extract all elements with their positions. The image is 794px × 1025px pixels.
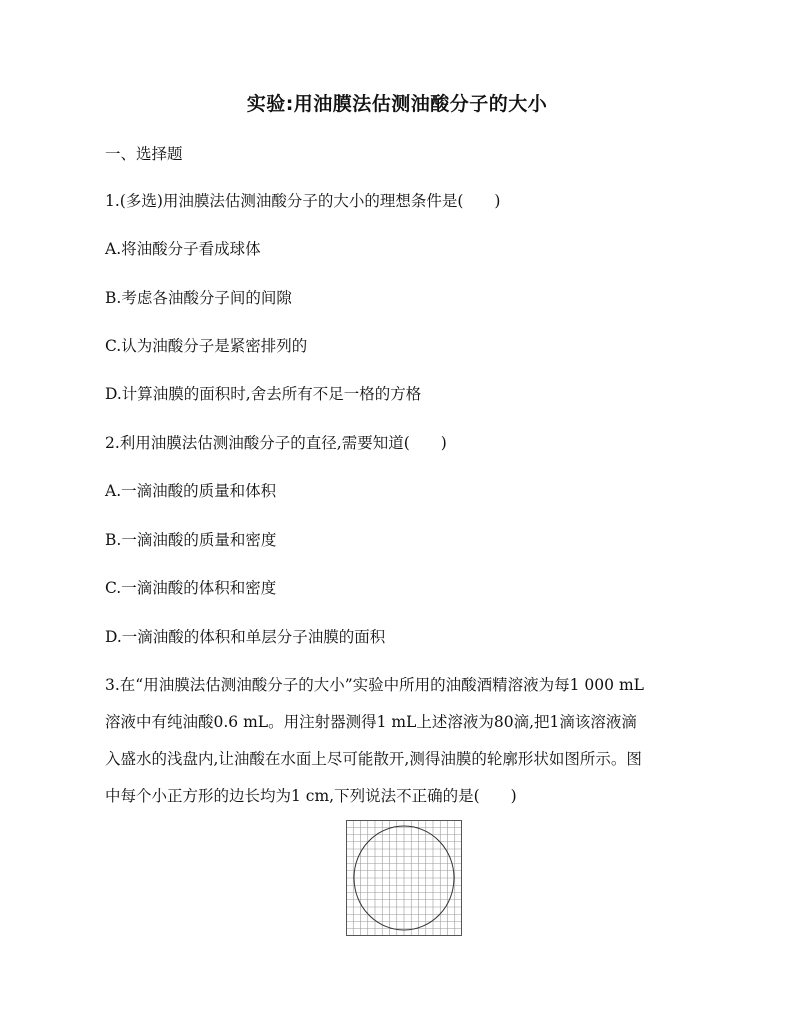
question-3-stem-line-2: 溶液中有纯油酸0.6 mL。用注射器测得1 mL上述溶液为80滴,把1滴该溶液滴 — [105, 713, 637, 731]
section-heading: 一、选择题 — [105, 145, 183, 163]
question-1-option-b: B.考虑各油酸分子间的间隙 — [105, 289, 292, 307]
question-3-stem-line-3: 入盛水的浅盘内,让油酸在水面上尽可能散开,测得油膜的轮廓形状如图所示。图 — [105, 750, 642, 768]
question-2-option-a: A.一滴油酸的质量和体积 — [105, 482, 277, 500]
question-1-option-d: D.计算油膜的面积时,舍去所有不足一格的方格 — [105, 385, 422, 403]
question-3-stem-line-4: 中每个小正方形的边长均为1 cm,下列说法不正确的是( ) — [105, 787, 517, 805]
question-1-option-a: A.将油酸分子看成球体 — [105, 240, 261, 258]
question-1-option-c: C.认为油酸分子是紧密排列的 — [105, 337, 308, 355]
question-2-stem: 2.利用油膜法估测油酸分子的直径,需要知道( ) — [105, 434, 447, 452]
question-2-option-d: D.一滴油酸的体积和单层分子油膜的面积 — [105, 628, 386, 646]
grid-lines — [346, 820, 462, 936]
question-3-stem-line-1: 3.在“用油膜法估测油酸分子的大小”实验中所用的油酸酒精溶液为每1 000 mL — [105, 676, 644, 694]
question-2-option-b: B.一滴油酸的质量和密度 — [105, 531, 277, 549]
question-1-stem: 1.(多选)用油膜法估测油酸分子的大小的理想条件是( ) — [105, 192, 501, 210]
oil-film-grid-figure — [346, 820, 462, 936]
document-title: 实验:用油膜法估测油酸分子的大小 — [246, 93, 548, 115]
question-2-option-c: C.一滴油酸的体积和密度 — [105, 579, 277, 597]
